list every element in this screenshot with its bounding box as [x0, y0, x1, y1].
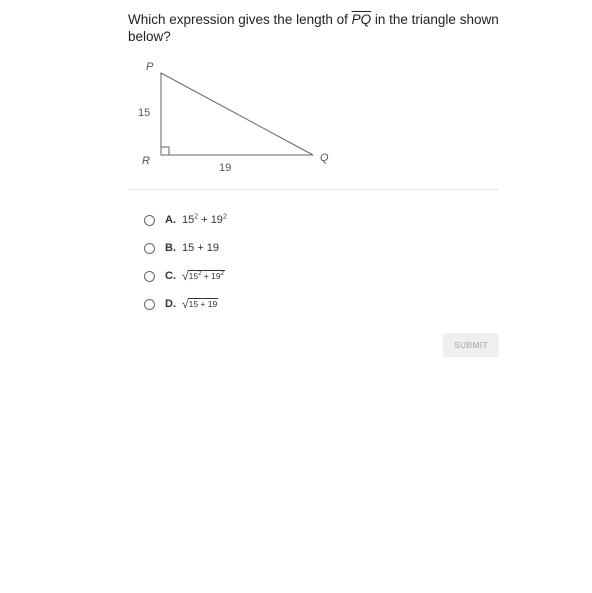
side-rq-label: 19 [219, 162, 232, 174]
choice-d-radicand: 15 + 19 [188, 299, 218, 309]
choice-c-exp-1: 2 [198, 271, 202, 278]
choice-b-expression: 15 + 19 [182, 242, 220, 254]
answer-choices [144, 206, 227, 318]
choice-c-base-1: 15 [188, 271, 199, 281]
right-angle-marker [161, 147, 169, 155]
radio-a[interactable] [144, 215, 155, 226]
question-suffix: in the triangle shown below? [128, 12, 499, 44]
choice-b[interactable] [144, 234, 227, 262]
choice-d-letter: D. [165, 298, 176, 310]
triangle-diagram [128, 55, 368, 180]
choice-a-expression [182, 214, 227, 226]
radio-b[interactable] [144, 243, 155, 254]
choice-a-letter: A. [165, 214, 176, 226]
choice-a-base-2: + 19 [198, 214, 223, 226]
choice-d-expression [182, 298, 218, 310]
vertex-q-label: Q [320, 152, 329, 164]
triangle-figure [128, 55, 368, 180]
triangle-shape [161, 73, 313, 155]
divider [128, 189, 499, 190]
choice-c[interactable] [144, 262, 227, 290]
radio-c[interactable] [144, 271, 155, 282]
vertex-r-label: R [142, 155, 150, 167]
question-text [128, 11, 508, 45]
choice-c-radicand [188, 270, 225, 282]
choice-c-expression [182, 270, 225, 282]
choice-c-exp-2: 2 [220, 271, 224, 278]
sqrt-sign: √ [182, 269, 189, 283]
side-pr-label: 15 [138, 107, 151, 119]
choice-a[interactable] [144, 206, 227, 234]
choice-c-base-2: + 19 [201, 271, 221, 281]
radio-d[interactable] [144, 299, 155, 310]
question-prefix: Which expression gives the length of [128, 12, 352, 27]
submit-button[interactable]: SUBMIT [443, 333, 499, 357]
choice-a-exp-2: 2 [222, 213, 227, 221]
choice-a-base-1: 15 [182, 214, 195, 226]
choice-d[interactable] [144, 290, 227, 318]
vertex-p-label: P [146, 61, 154, 73]
segment-pq: $\overline{PQ}$ [351, 12, 372, 27]
sqrt-sign: √ [182, 297, 189, 311]
choice-a-exp-1: 2 [194, 213, 199, 221]
choice-c-letter: C. [165, 270, 176, 282]
choice-b-letter: B. [165, 242, 176, 254]
